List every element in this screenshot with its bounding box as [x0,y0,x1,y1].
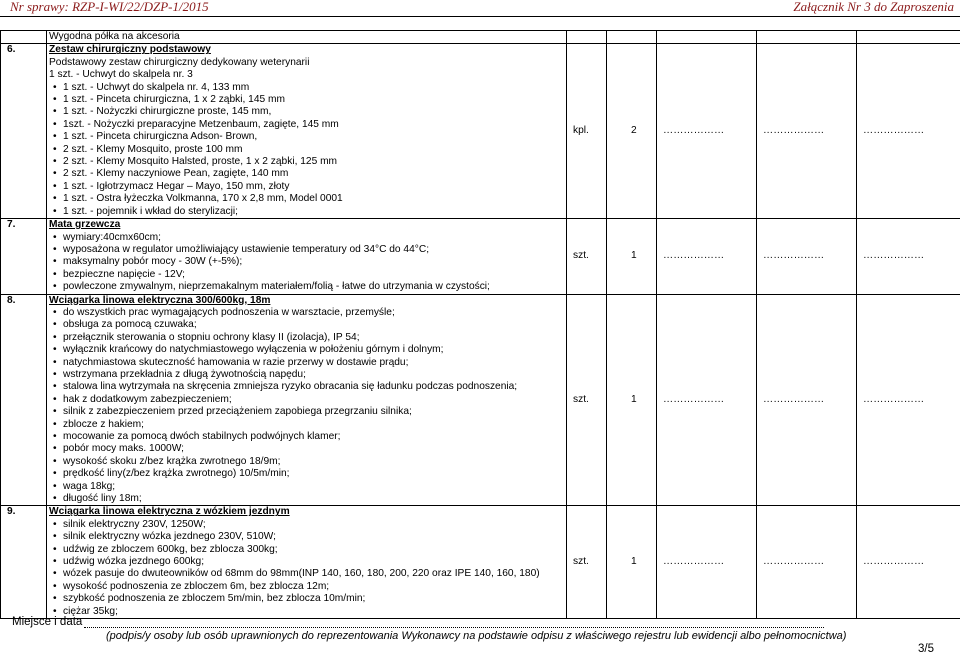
spec-list [49,307,564,506]
list-item: • zblocze z hakiem; [49,419,564,431]
page-number: 3/5 [918,643,934,655]
item-description [47,219,567,294]
list-item: • 2 szt. - Klemy Mosquito, proste 100 mm [49,144,564,156]
list-item: • długość liny 18m; [49,493,564,505]
list-item: • silnik elektryczny wózka jezdnego 230V, 510W; [49,531,564,543]
continued-line: Wygodna półka na akcesoria [47,31,567,44]
list-item: • przełącznik sterowania o stopniu ochrony klasy II (izolacja), IP 54; [49,332,564,344]
list-item: • mocowanie za pomocą dwóch stabilnych podwójnych klamer; [49,431,564,443]
gross-value-cell: ……………… [857,44,960,219]
list-item: • maksymalny pobór mocy - 30W (+-5%); [49,256,564,268]
quantity-cell: 1 [607,219,657,294]
signature-note: (podpis/y osoby lub osób uprawnionych do reprezentowania Wykonawcy na podstawie odpisu z właściwego rejestru lub ewidencji albo pełnomocnictwa) [106,630,847,642]
quantity-cell: 1 [607,506,657,619]
place-date-line [12,616,824,628]
list-item: • pobór mocy maks. 1000W; [49,443,564,455]
list-item: • wyposażona w regulator umożliwiający ustawienie temperatury od 34°C do 44°C; [49,244,564,256]
item-number: 7. [1,219,47,294]
gross-value-cell: ……………… [857,506,960,619]
intro-line: 1 szt. - Uchwyt do skalpela nr. 3 [49,69,193,81]
list-item: • 1szt. - Nożyczki preparacyjne Metzenbaum, zagięte, 145 mm [49,119,564,131]
unit-cell: szt. [567,294,607,506]
list-item: • 1 szt. - Nożyczki chirurgiczne proste, 145 mm, [49,106,564,118]
table-body [1,44,960,619]
spec-list [49,519,564,618]
net-value-cell: ……………… [757,506,857,619]
unit-price-cell: ……………… [657,44,757,219]
list-item: • wysokość skoku z/bez krążka zwrotnego 18/9m; [49,456,564,468]
list-item: • 1 szt. - Igłotrzymacz Hegar – Mayo, 150 mm, złoty [49,181,564,193]
list-item: • wysokość podnoszenia ze zbloczem 6m, bez zblocza 12m; [49,581,564,593]
list-item: • udźwig wózka jezdnego 600kg; [49,556,564,568]
table-row [1,219,960,294]
list-item: • do wszystkich prac wymagających podnoszenia w warsztacie, przemyśle; [49,307,564,319]
quantity-cell: 1 [607,294,657,506]
list-item: • hak z dodatkowym zabezpieczeniem; [49,394,564,406]
list-item: • waga 18kg; [49,481,564,493]
unit-price-cell: ……………… [657,294,757,506]
list-item: • 1 szt. - Uchwyt do skalpela nr. 4, 133 mm [49,82,564,94]
intro-line: Podstawowy zestaw chirurgiczny dedykowany weterynarii [49,56,310,68]
attachment-label: Załącznik Nr 3 do Zaproszenia [793,0,954,14]
item-description [47,294,567,506]
page-header [0,0,960,14]
list-item: • 1 szt. - Pinceta chirurgiczna, 1 x 2 ząbki, 145 mm [49,94,564,106]
list-item: • 2 szt. - Klemy Mosquito Halsted, proste, 1 x 2 ząbki, 125 mm [49,156,564,168]
list-item: • wyłącznik krańcowy do natychmiastowego wyłączenia w położeniu górnym i dolnym; [49,344,564,356]
spec-list [49,82,564,218]
net-value-cell: ……………… [757,44,857,219]
list-item: • wstrzymana przekładnia z długą żywotnością napędu; [49,369,564,381]
list-item: • bezpieczne napięcie - 12V; [49,269,564,281]
list-item: • udźwig ze zbloczem 600kg, bez zblocza 300kg; [49,544,564,556]
item-title: Wciągarka linowa elektryczna 300/600kg, 18m [49,294,271,306]
place-label: Miejsce i data [12,616,83,628]
table-row [1,31,960,44]
list-item: • 1 szt. - Pinceta chirurgiczna Adson- Brown, [49,131,564,143]
table-row [1,44,960,219]
list-item: • prędkość liny(z/bez krążka zwrotnego) 10/5m/min; [49,468,564,480]
list-item: • wymiary:40cmx60cm; [49,232,564,244]
list-item: • szybkość podnoszenia ze zbloczem 5m/min, bez zblocza 10m/min; [49,593,564,605]
unit-cell: szt. [567,506,607,619]
net-value-cell: ……………… [757,294,857,506]
case-number: Nr sprawy: RZP-I-WI/22/DZP-1/2015 [10,0,209,14]
spec-list [49,232,564,294]
unit-price-cell: ……………… [657,219,757,294]
items-table [0,30,960,619]
net-value-cell: ……………… [757,219,857,294]
list-item: • powleczone zmywalnym, nieprzemakalnym materiałem/folią - łatwe do utrzymania w czystości; [49,281,564,293]
item-description [47,506,567,619]
gross-value-cell: ……………… [857,219,960,294]
unit-cell: szt. [567,219,607,294]
list-item: • obsługa za pomocą czuwaka; [49,319,564,331]
item-number: 9. [1,506,47,619]
list-item: • natychmiastowa skuteczność hamowania w razie przerwy w dostawie prądu; [49,357,564,369]
list-item: • 2 szt. - Klemy naczyniowe Pean, zagięte, 140 mm [49,168,564,180]
table-row [1,506,960,619]
list-item: • 1 szt. - pojemnik i wkład do sterylizacji; [49,206,564,218]
table-row [1,294,960,506]
list-item: • ciężar 35kg; [49,606,564,618]
item-number: 8. [1,294,47,506]
item-title: Mata grzewcza [49,219,121,231]
item-title: Zestaw chirurgiczny podstawowy [49,44,211,56]
item-title: Wciągarka linowa elektryczna z wózkiem jezdnym [49,506,290,518]
item-number: 6. [1,44,47,219]
header-rule [0,16,960,17]
item-description [47,44,567,219]
gross-value-cell: ……………… [857,294,960,506]
list-item: • stalowa lina wytrzymała na skręcenia zmniejsza ryzyko obracania się ładunku podczas podnoszenia; [49,381,564,393]
quantity-cell: 2 [607,44,657,219]
list-item: • 1 szt. - Ostra łyżeczka Volkmanna, 170 x 2,8 mm, Model 0001 [49,193,564,205]
list-item: • silnik z zabezpieczeniem przed przeciążeniem zapobiega przegrzaniu silnika; [49,406,564,418]
list-item: • silnik elektryczny 230V, 1250W; [49,519,564,531]
unit-cell: kpl. [567,44,607,219]
list-item: • wózek pasuje do dwuteowników od 68mm do 98mm(INP 140, 160, 180, 200, 220 oraz IPE 140, 160, 180) [49,568,564,580]
unit-price-cell: ……………… [657,506,757,619]
